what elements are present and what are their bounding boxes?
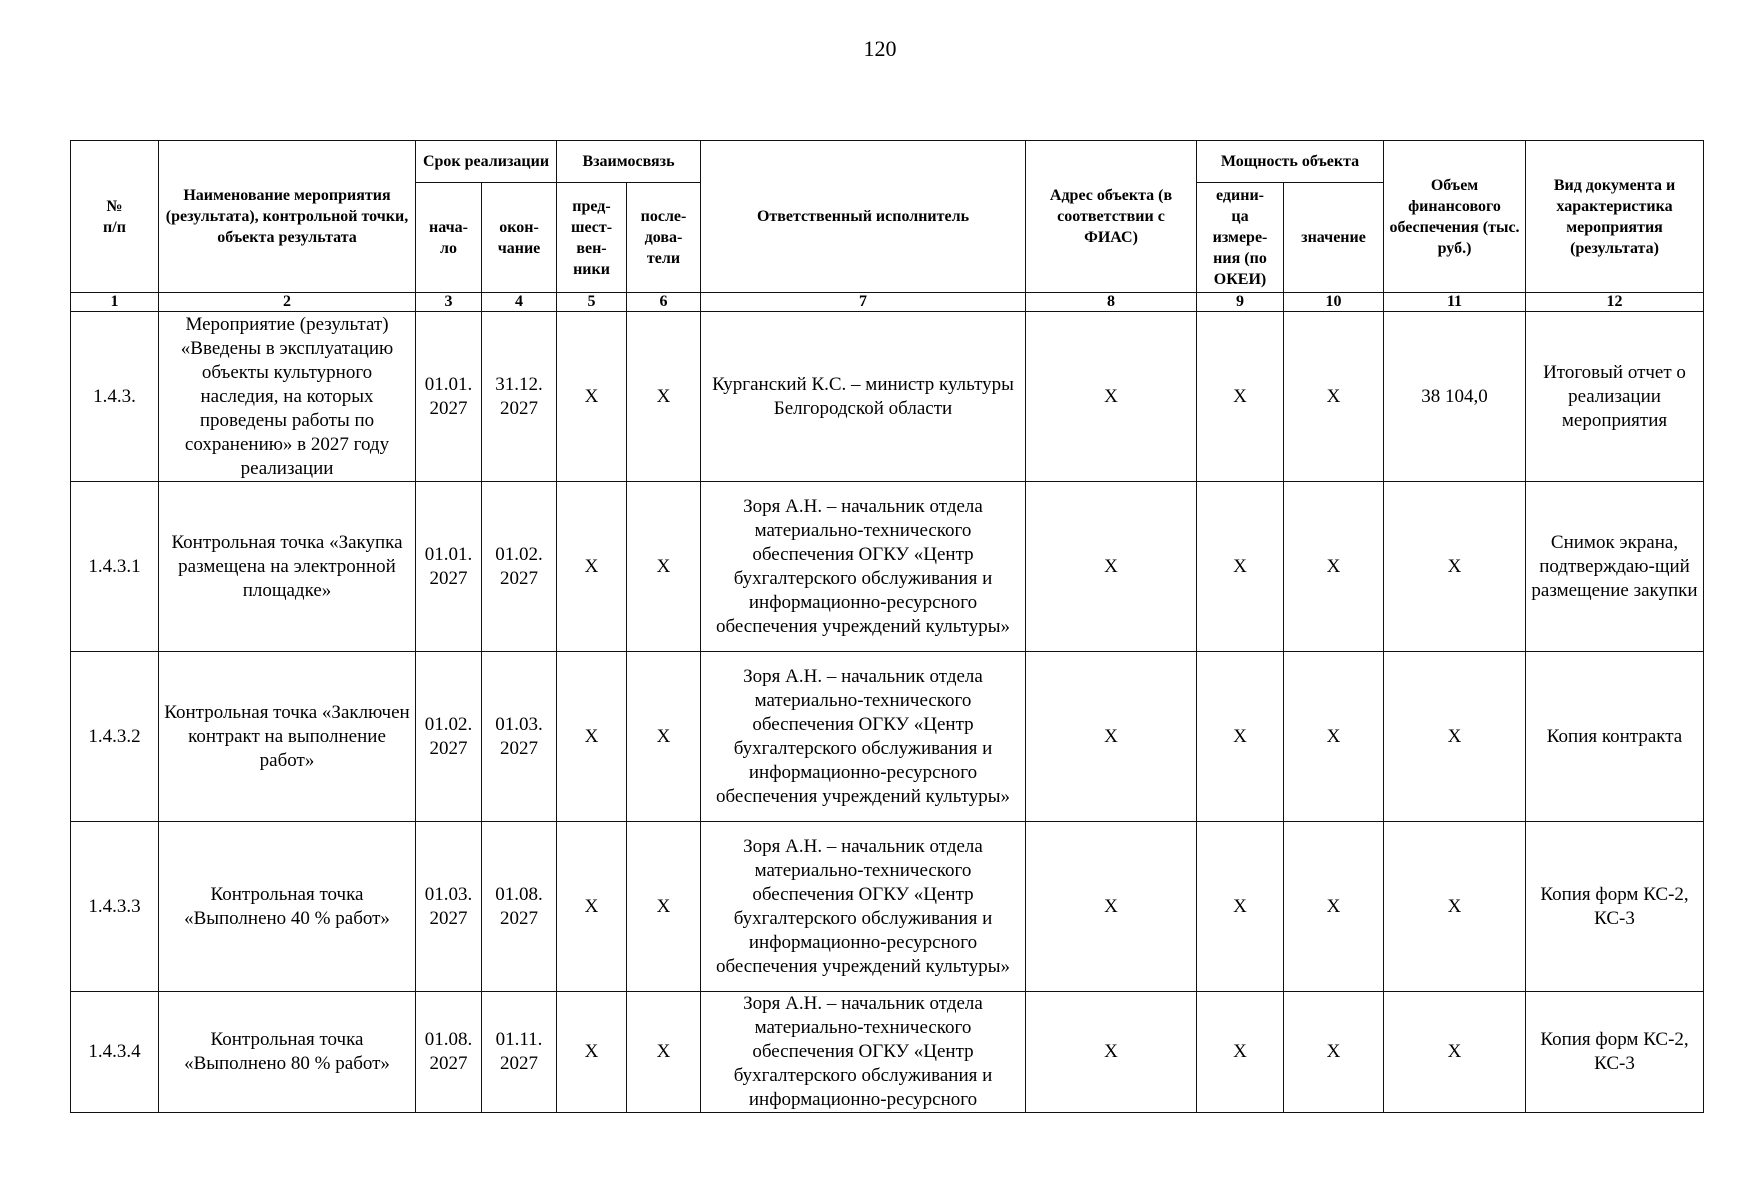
row-next: X [627, 312, 701, 482]
row-value: X [1284, 822, 1384, 992]
header-value: значение [1284, 183, 1384, 293]
row-address: X [1026, 312, 1197, 482]
row-finance: 38 104,0 [1384, 312, 1526, 482]
table-header [71, 141, 1704, 312]
row-unit: X [1197, 482, 1284, 652]
column-number: 1 [71, 293, 159, 312]
row-start: 01.01. 2027 [416, 482, 482, 652]
row-name: Контрольная точка «Выполнено 40 % работ» [159, 822, 416, 992]
column-number: 8 [1026, 293, 1197, 312]
row-prev: X [557, 822, 627, 992]
column-number: 9 [1197, 293, 1284, 312]
row-responsible: Зоря А.Н. – начальник отдела материально-технического обеспечения ОГКУ «Центр бухгалтерского обслуживания и информационно-ресурсного обеспечения учреждений культуры» [701, 822, 1026, 992]
column-number: 5 [557, 293, 627, 312]
column-number: 6 [627, 293, 701, 312]
row-prev: X [557, 312, 627, 482]
row-prev: X [557, 482, 627, 652]
row-doc: Копия контракта [1526, 652, 1704, 822]
plan-table [70, 140, 1704, 1113]
row-finance: X [1384, 822, 1526, 992]
row-start: 01.03. 2027 [416, 822, 482, 992]
header-link: Взаимосвязь [557, 141, 701, 183]
row-doc: Снимок экрана, подтверждаю-щий размещение закупки [1526, 482, 1704, 652]
table-row [71, 822, 1704, 992]
column-number: 11 [1384, 293, 1526, 312]
row-next: X [627, 822, 701, 992]
row-name: Контрольная точка «Заключен контракт на выполнение работ» [159, 652, 416, 822]
header-num: № п/п [71, 141, 159, 293]
table-row [71, 312, 1704, 482]
header-doc: Вид документа и характеристика мероприятия (результата) [1526, 141, 1704, 293]
header-term-end: окон- чание [482, 183, 557, 293]
header-link-prev: пред- шест- вен- ники [557, 183, 627, 293]
row-value: X [1284, 312, 1384, 482]
row-num: 1.4.3.1 [71, 482, 159, 652]
row-num: 1.4.3.3 [71, 822, 159, 992]
row-next: X [627, 992, 701, 1113]
row-start: 01.08. 2027 [416, 992, 482, 1113]
header-name: Наименование мероприятия (результата), контрольной точки, объекта результата [159, 141, 416, 293]
row-responsible: Зоря А.Н. – начальник отдела материально-технического обеспечения ОГКУ «Центр бухгалтерского обслуживания и информационно-ресурсного обеспечения учреждений культуры» [701, 652, 1026, 822]
row-finance: X [1384, 652, 1526, 822]
header-capacity: Мощность объекта [1197, 141, 1384, 183]
row-responsible: Курганский К.С. – министр культуры Белгородской области [701, 312, 1026, 482]
row-end: 01.03. 2027 [482, 652, 557, 822]
row-start: 01.01. 2027 [416, 312, 482, 482]
column-number: 7 [701, 293, 1026, 312]
row-address: X [1026, 652, 1197, 822]
row-doc: Итоговый отчет о реализации мероприятия [1526, 312, 1704, 482]
header-link-next: после- дова- тели [627, 183, 701, 293]
table-row [71, 652, 1704, 822]
column-number: 4 [482, 293, 557, 312]
table-row [71, 482, 1704, 652]
row-doc: Копия форм КС-2, КС-3 [1526, 992, 1704, 1113]
row-finance: X [1384, 482, 1526, 652]
column-number: 12 [1526, 293, 1704, 312]
row-prev: X [557, 992, 627, 1113]
row-end: 01.11. 2027 [482, 992, 557, 1113]
row-num: 1.4.3.2 [71, 652, 159, 822]
row-name: Мероприятие (результат) «Введены в эксплуатацию объекты культурного наследия, на которых проведены работы по сохранению» в 2027 году реализации [159, 312, 416, 482]
row-name: Контрольная точка «Закупка размещена на электронной площадке» [159, 482, 416, 652]
column-number: 3 [416, 293, 482, 312]
column-numbers-row [71, 293, 1704, 312]
header-unit: едини- ца измере- ния (по ОКЕИ) [1197, 183, 1284, 293]
row-unit: X [1197, 652, 1284, 822]
row-prev: X [557, 652, 627, 822]
row-unit: X [1197, 992, 1284, 1113]
header-term-start: нача- ло [416, 183, 482, 293]
row-finance: X [1384, 992, 1526, 1113]
row-value: X [1284, 482, 1384, 652]
row-name: Контрольная точка «Выполнено 80 % работ» [159, 992, 416, 1113]
row-num: 1.4.3. [71, 312, 159, 482]
row-value: X [1284, 992, 1384, 1113]
row-end: 01.02. 2027 [482, 482, 557, 652]
header-address: Адрес объекта (в соответствии с ФИАС) [1026, 141, 1197, 293]
row-responsible: Зоря А.Н. – начальник отдела материально-технического обеспечения ОГКУ «Центр бухгалтерского обслуживания и информационно-ресурсного обеспечения учреждений культуры» [701, 482, 1026, 652]
row-value: X [1284, 652, 1384, 822]
page-number: 120 [863, 36, 897, 61]
row-num: 1.4.3.4 [71, 992, 159, 1113]
row-next: X [627, 652, 701, 822]
table-body [71, 312, 1704, 1113]
row-end: 31.12. 2027 [482, 312, 557, 482]
header-finance: Объем финансового обеспечения (тыс. руб.) [1384, 141, 1526, 293]
row-unit: X [1197, 822, 1284, 992]
header-term: Срок реализации [416, 141, 557, 183]
row-address: X [1026, 822, 1197, 992]
row-responsible: Зоря А.Н. – начальник отдела материально-технического обеспечения ОГКУ «Центр бухгалтерского обслуживания и информационно-ресурсного [701, 992, 1026, 1113]
column-number: 2 [159, 293, 416, 312]
row-address: X [1026, 482, 1197, 652]
row-address: X [1026, 992, 1197, 1113]
table-row [71, 992, 1704, 1113]
column-number: 10 [1284, 293, 1384, 312]
row-unit: X [1197, 312, 1284, 482]
row-end: 01.08. 2027 [482, 822, 557, 992]
row-next: X [627, 482, 701, 652]
row-doc: Копия форм КС-2, КС-3 [1526, 822, 1704, 992]
row-start: 01.02. 2027 [416, 652, 482, 822]
header-responsible: Ответственный исполнитель [701, 141, 1026, 293]
